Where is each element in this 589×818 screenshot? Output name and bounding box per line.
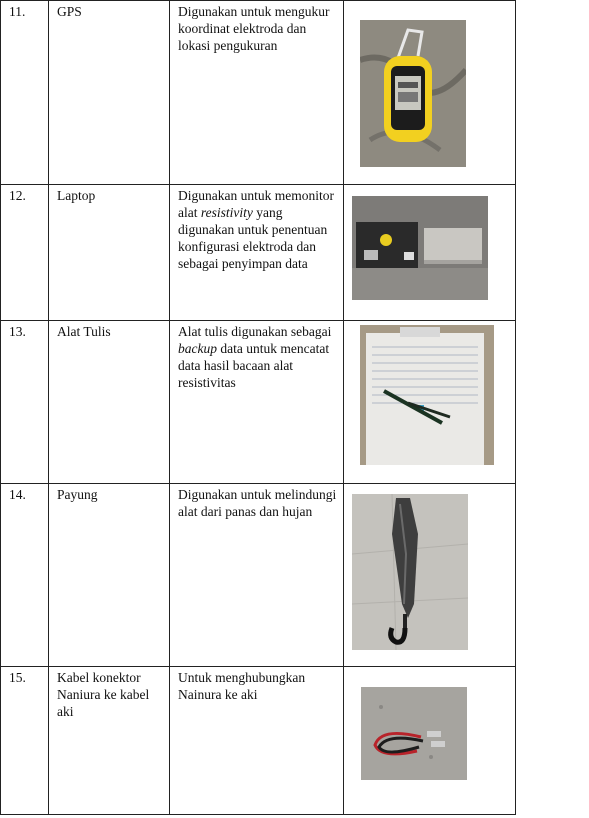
row-number: 14.: [1, 484, 49, 667]
row-number: 15.: [1, 667, 49, 815]
desc-text: Untuk menghubungkan Nainura ke aki: [178, 670, 306, 702]
equipment-description: [170, 667, 344, 815]
photo-cell: [344, 1, 516, 185]
laptop-photo: [352, 196, 488, 300]
equipment-name: GPS: [49, 1, 170, 185]
table-row: [1, 667, 516, 815]
row-number: 12.: [1, 185, 49, 321]
equipment-description: [170, 484, 344, 667]
desc-text: data untuk mencatat data hasil bacaan alat resistivitas: [178, 341, 330, 390]
equipment-description: [170, 321, 344, 484]
equipment-name: Alat Tulis: [49, 321, 170, 484]
writing-tools-photo: [360, 325, 494, 465]
row-number: 13.: [1, 321, 49, 484]
umbrella-photo: [352, 494, 468, 650]
cable-photo: [361, 687, 467, 780]
equipment-description: [170, 1, 344, 185]
desc-italic-text: resistivity: [200, 205, 253, 220]
desc-text: yang digunakan untuk penentuan konfigurasi elektroda dan sebagai penyimpan data: [178, 205, 328, 271]
table-row: [1, 321, 516, 484]
photo-cell: [344, 321, 516, 484]
desc-text: Digunakan untuk melindungi alat dari panas dan hujan: [178, 487, 337, 519]
photo-cell: [344, 484, 516, 667]
photo-cell: [344, 185, 516, 321]
equipment-name: Payung: [49, 484, 170, 667]
desc-text: Alat tulis digunakan sebagai: [178, 324, 332, 339]
table-row: [1, 185, 516, 321]
equipment-description: [170, 185, 344, 321]
equipment-name: Kabel konektor Naniura ke kabel aki: [49, 667, 170, 815]
equipment-name: Laptop: [49, 185, 170, 321]
desc-text: Digunakan untuk mengukur koordinat elektroda dan lokasi pengukuran: [178, 4, 330, 53]
desc-text: Digunakan untuk memonitor alat: [178, 188, 334, 220]
table-row: [1, 484, 516, 667]
row-number: 11.: [1, 1, 49, 185]
photo-cell: [344, 667, 516, 815]
gps-device-photo: [360, 20, 466, 167]
table-row: [1, 1, 516, 185]
desc-italic-text: backup: [178, 341, 217, 356]
